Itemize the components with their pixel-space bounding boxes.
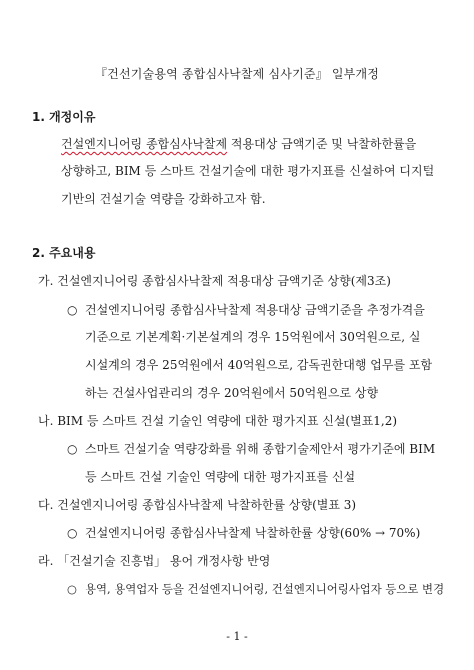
section-1-heading: 1. 개정이유 <box>32 110 96 124</box>
circle-bullet-icon: ○ <box>67 582 77 596</box>
reason-paragraph-line-1 <box>61 136 416 152</box>
item-c-bullet-text-1: 건설엔지니어링 종합심사낙찰제 낙찰하한률 상향(60% → 70%) <box>85 526 421 540</box>
item-b-bullet-text-1: 스마트 건설기술 역량강화를 위해 종합기술제안서 평가기준에 BIM <box>85 442 436 456</box>
item-a-bullet-line-1 <box>67 302 425 318</box>
item-a-bullet-line-3: 시설계의 경우 25억원에서 40억원으로, 감독권한대행 업무를 포함 <box>85 358 433 372</box>
reason-paragraph-line-3: 기반의 건설기술 역량을 강화하고자 함. <box>61 192 266 206</box>
item-d-bullet-text-1: 용역, 용역업자 등을 건설엔지니어링, 건설엔지니어링사업자 등으로 변경 <box>85 582 445 596</box>
item-a-heading: 가. 건설엔지니어링 종합심사낙찰제 적용대상 금액기준 상향(제3조) <box>38 274 391 288</box>
item-a-bullet-text-1: 건설엔지니어링 종합심사낙찰제 적용대상 금액기준을 추정가격을 <box>85 303 425 317</box>
reason-paragraph-line-2: 상향하고, BIM 등 스마트 건설기술에 대한 평가지표를 신설하여 디지털 <box>61 164 435 178</box>
item-d-heading: 라. 「건설기술 진흥법」 용어 개정사항 반영 <box>38 554 271 568</box>
item-b-heading: 나. BIM 등 스마트 건설 기술인 역량에 대한 평가지표 신설(별표1,2) <box>38 414 398 428</box>
item-a-bullet-line-4: 하는 건설사업관리의 경우 20억원에서 50억원으로 상향 <box>85 386 379 400</box>
page-number: - 1 - <box>226 630 248 643</box>
document-title: 『건선기술용역 종합심사낙찰제 심사기준』 일부개정 <box>94 67 380 81</box>
section-2-heading: 2. 주요내용 <box>32 246 96 260</box>
item-b-bullet-line-2: 등 스마트 건설 기술인 역량에 대한 평가지표를 신설 <box>85 470 356 484</box>
item-d-bullet-line-1 <box>67 581 444 597</box>
item-b-bullet-line-1 <box>67 441 435 457</box>
spellcheck-flagged-text[interactable]: 건설엔지니어링 종합심사낙찰제 <box>61 137 228 151</box>
item-c-heading: 다. 건설엔지니어링 종합심사낙찰제 낙찰하한률 상향(별표 3) <box>38 498 357 512</box>
item-c-bullet-line-1 <box>67 525 420 541</box>
circle-bullet-icon: ○ <box>67 526 78 540</box>
circle-bullet-icon: ○ <box>67 442 78 456</box>
circle-bullet-icon: ○ <box>67 303 78 317</box>
item-a-bullet-line-2: 기준으로 기본계획·기본설계의 경우 15억원에서 30억원으로, 실 <box>85 330 421 344</box>
reason-line-1-rest: 적용대상 금액기준 및 낙찰하한률을 <box>227 137 417 151</box>
